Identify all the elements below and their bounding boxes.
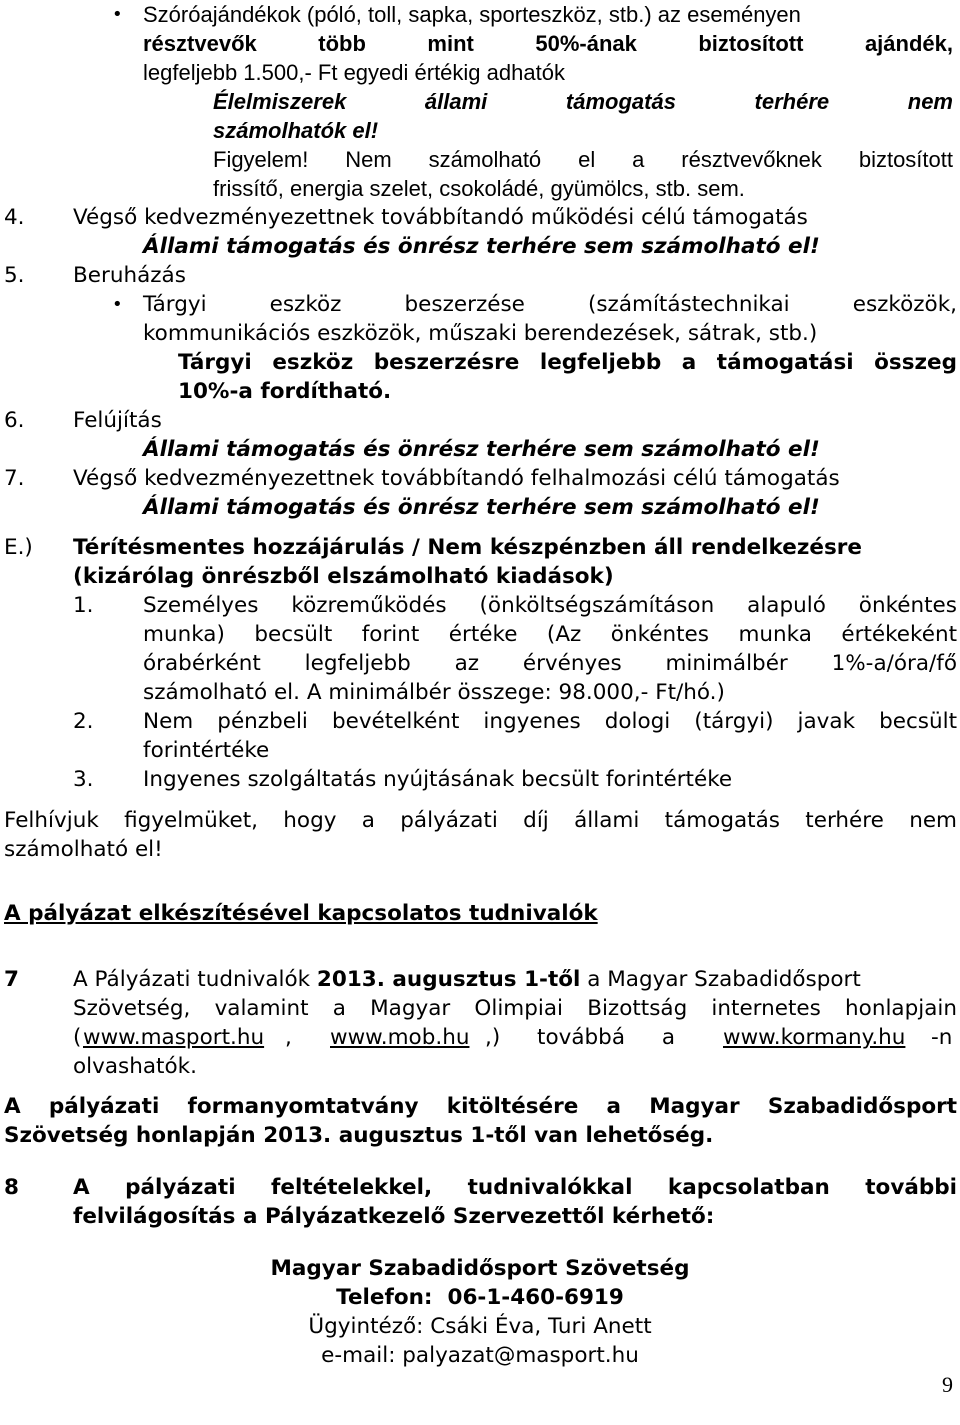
warning-line1: Figyelem! Nem számolható el a résztvevőknek biztosított <box>213 147 953 172</box>
bullet1-line3: legfeljebb 1.500,- Ft egyedi értékig adhatók <box>143 60 565 85</box>
bullet1-line2: résztvevők több mint 50%-ának biztosított ajándék, <box>143 31 953 56</box>
item4-note: Állami támogatás és önrész terhére sem számolható el! <box>143 234 820 259</box>
e-item1-line2: munka) becsült forint értéke (Az önkéntes munka értékeként <box>143 622 957 647</box>
item5-bullet-line1: Tárgyi eszköz beszerzése (számítástechnikai eszközök, <box>143 292 957 317</box>
item7-number: 7. <box>4 466 25 491</box>
item6-note: Állami támogatás és önrész terhére sem számolható el! <box>143 437 820 462</box>
e-item2-number: 2. <box>73 709 94 734</box>
para7-line3 <box>73 1023 957 1052</box>
link-masport[interactable]: www.masport.hu <box>83 1025 265 1050</box>
item4-number: 4. <box>4 205 25 230</box>
bullet-dot: • <box>112 294 123 315</box>
para7-date: 2013. augusztus 1-től <box>316 967 581 992</box>
e-item2-line1: Nem pénzbeli bevételként ingyenes dologi (tárgyi) javak becsült <box>143 709 957 734</box>
bullet-dot: • <box>112 4 123 25</box>
item7-text: Végső kedvezményezettnek továbbítandó felhalmozási célú támogatás <box>73 466 840 491</box>
contact-phone: Telefon: 06-1-460-6919 <box>336 1285 624 1310</box>
section-heading: A pályázat elkészítésével kapcsolatos tudnivalók <box>4 901 598 926</box>
paren-open: ( <box>73 1025 82 1050</box>
section-e-title-line1: Térítésmentes hozzájárulás / Nem készpénzben áll rendelkezésre <box>73 535 862 560</box>
para8-line1: A pályázati feltételekkel, tudnivalókkal kapcsolatban további <box>73 1175 957 1200</box>
item4-text: Végső kedvezményezettnek továbbítandó működési célú támogatás <box>73 205 808 230</box>
bullet1-line1: Szóróajándékok (póló, toll, sapka, sporteszköz, stb.) az eseményen <box>143 2 801 27</box>
item6-number: 6. <box>4 408 25 433</box>
item7-note: Állami támogatás és önrész terhére sem számolható el! <box>143 495 820 520</box>
e-item3-line1: Ingyenes szolgáltatás nyújtásának becsült forintértéke <box>143 767 733 792</box>
e-item3-number: 3. <box>73 767 94 792</box>
e-item1-line3: órabérként legfeljebb az érvényes minimálbér 1%-a/óra/fő <box>143 651 957 676</box>
item5-note-line2: 10%-a fordítható. <box>178 379 392 404</box>
para7-text: ,) továbbá a <box>485 1025 676 1050</box>
contact-org: Magyar Szabadidősport Szövetség <box>270 1256 690 1281</box>
comma-separator: , <box>285 1025 292 1050</box>
section-e-title-line2: (kizárólag önrészből elszámolható kiadások) <box>73 564 614 589</box>
e-item1-number: 1. <box>73 593 94 618</box>
item5-text: Beruházás <box>73 263 186 288</box>
notice-line2: számolható el! <box>4 837 163 862</box>
item6-text: Felújítás <box>73 408 162 433</box>
e-item1-line1: Személyes közreműködés (önköltségszámításon alapuló önkéntes <box>143 593 957 618</box>
item5-bullet-line2: kommunikációs eszközök, műszaki berendezések, sátrak, stb.) <box>143 321 818 346</box>
page-number: 9 <box>942 1372 953 1397</box>
warning-line2: frissítő, energia szelet, csokoládé, gyümölcs, stb. sem. <box>213 176 745 201</box>
section-e-label: E.) <box>4 535 33 560</box>
contact-email: e-mail: palyazat@masport.hu <box>321 1343 639 1368</box>
contact-admin: Ügyintéző: Csáki Éva, Turi Anett <box>308 1314 652 1339</box>
e-item2-line2: forintértéke <box>143 738 270 763</box>
link-mob[interactable]: www.mob.hu <box>330 1025 470 1050</box>
para7-text: -n <box>931 1025 953 1050</box>
notice-line1: Felhívjuk figyelmüket, hogy a pályázati díj állami támogatás terhére nem <box>4 808 957 833</box>
food-note-line1: Élelmiszerek állami támogatás terhére nem <box>213 89 953 114</box>
para7-text: a Magyar Szabadidősport <box>580 967 861 992</box>
para7-number: 7 <box>4 967 19 992</box>
para7-line1 <box>73 965 957 994</box>
item5-note-line1: Tárgyi eszköz beszerzésre legfeljebb a támogatási összeg <box>178 350 957 375</box>
link-kormany[interactable]: www.kormany.hu <box>723 1025 906 1050</box>
item5-number: 5. <box>4 263 25 288</box>
food-note-line2: számolhatók el! <box>213 118 379 143</box>
para8-number: 8 <box>4 1175 19 1200</box>
para7-line2: Szövetség, valamint a Magyar Olimpiai Bizottság internetes honlapjain <box>73 996 957 1021</box>
para7-text: A Pályázati tudnivalók <box>73 967 317 992</box>
form-note-line2: Szövetség honlapján 2013. augusztus 1-től van lehetőség. <box>4 1123 714 1148</box>
para8-line2: felvilágosítás a Pályázatkezelő Szervezettől kérhető: <box>73 1204 715 1229</box>
para7-line4: olvashatók. <box>73 1054 197 1079</box>
e-item1-line4: számolható el. A minimálbér összege: 98.000,- Ft/hó.) <box>143 680 725 705</box>
form-note-line1: A pályázati formanyomtatvány kitöltésére a Magyar Szabadidősport <box>4 1094 957 1119</box>
